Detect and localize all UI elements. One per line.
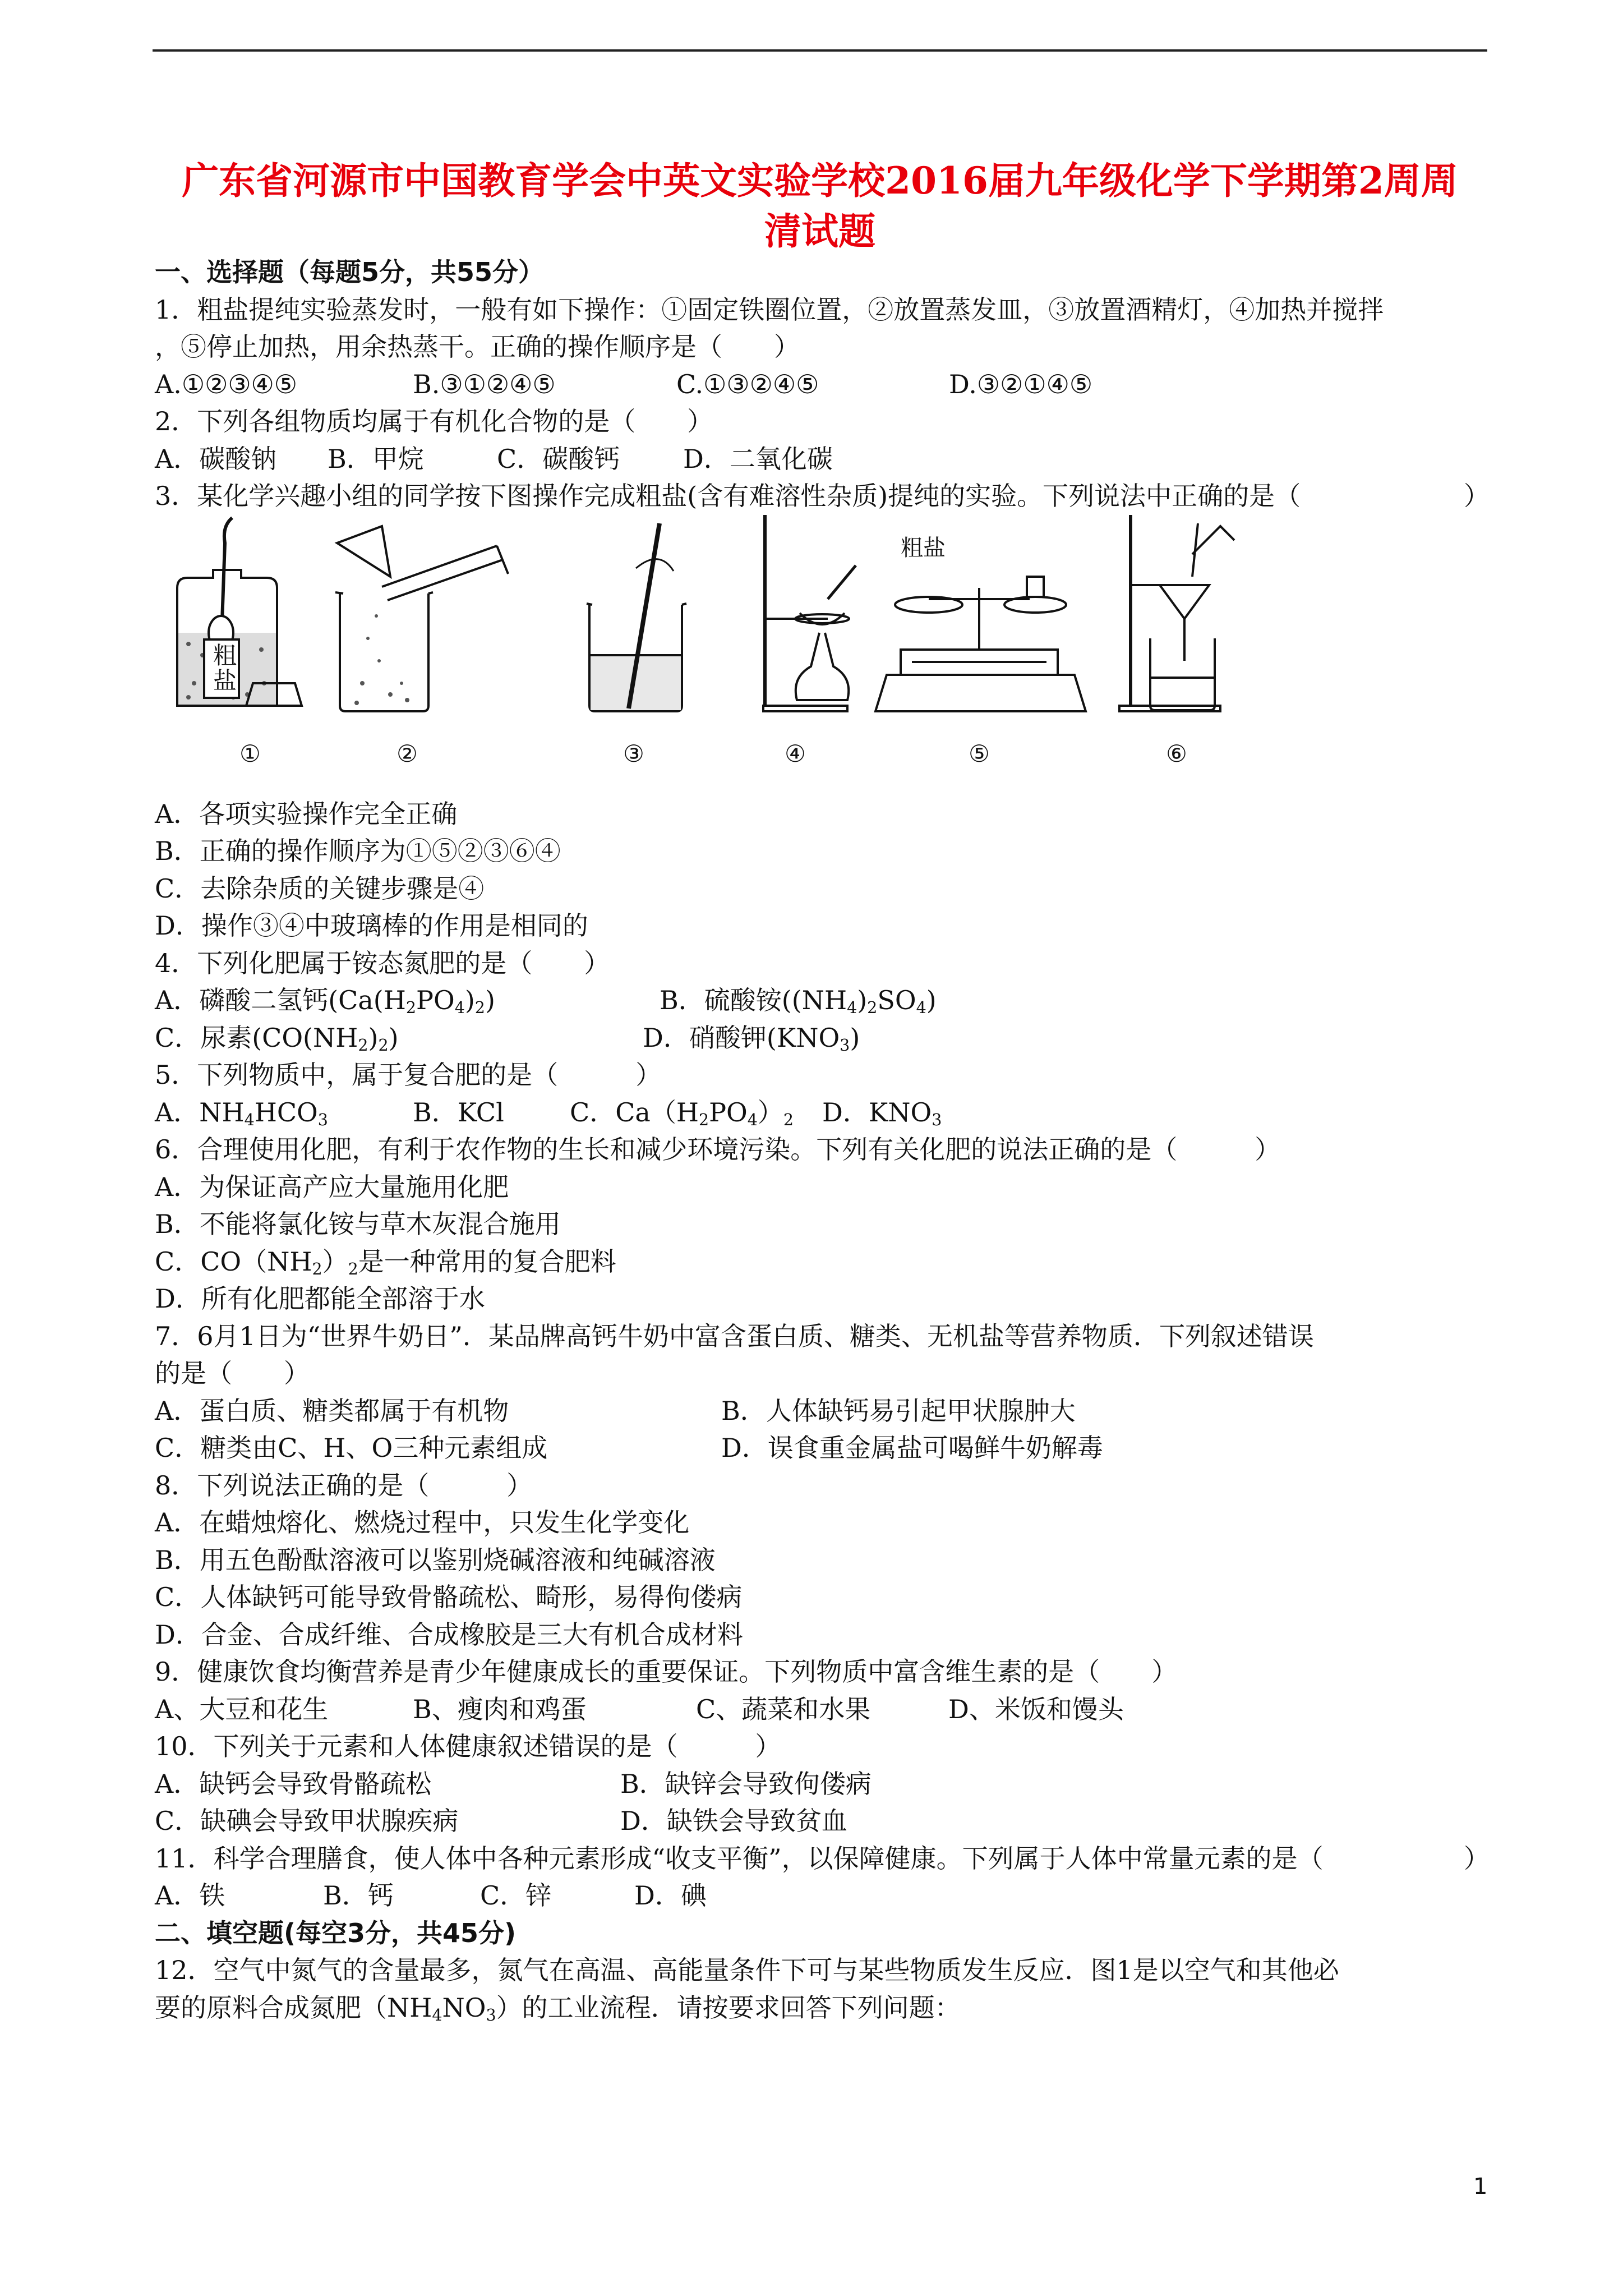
document-title-line-2: 清试题 [764,209,875,253]
q8-stem: 8．下列说法正确的是（ ） [155,1470,533,1501]
beaker-pouring-drawing [335,526,508,711]
q11-option-b: B．钙 [323,1880,394,1911]
document-title-line-1: 广东省河源市中国教育学会中英文实验学校2016届九年级化学下学期第2周周 [182,159,1458,203]
q5-a-text: A．NH [155,1097,245,1128]
q7-stem-line-2: 的是（ ） [155,1358,310,1388]
q4-option-d [643,1019,860,1057]
q11-stem-close: ） [1464,1843,1490,1874]
q7-options-cd [155,1429,1490,1467]
q12-stem-line-2 [155,1989,1490,2027]
q7-options-ab [155,1392,1490,1430]
q5-options [155,1094,1490,1131]
q2-option-b: B．甲烷 [328,443,424,474]
q6-option-c [155,1243,1490,1281]
step-label-2: ② [396,739,418,767]
q10-stem: 10．下列关于元素和人体健康叙述错误的是（ ） [155,1731,781,1761]
balance-drawing [875,577,1086,711]
q4-b-text: SO [877,985,916,1015]
q4-option-a [155,982,495,1019]
q11-option-d: D．碘 [634,1880,707,1911]
q5-option-a [155,1094,328,1131]
q6-c-sub: 2 [348,1259,358,1278]
q4-a-sub: 4 [454,999,465,1018]
q9-options [155,1691,1490,1728]
step-label-4: ④ [785,739,806,767]
q4-a-text: ) [485,985,495,1015]
section-heading-choice: 一、选择题（每题5分，共55分） [155,257,545,287]
q11-option-a: A．铁 [155,1880,225,1911]
q8-option-c: C．人体缺钙可能导致骨骼疏松、畸形，易得佝偻病 [155,1582,743,1612]
q6-c-sub: 2 [312,1259,322,1278]
q6-stem: 6．合理使用化肥，有利于农作物的生长和减少环境污染。下列有关化肥的说法正确的是（ ） [155,1134,1281,1165]
q3-stem [155,477,1490,515]
q4-d-text: D．硝酸钾(KNO [643,1022,840,1053]
q4-option-c [155,1019,399,1057]
question-content [155,254,1490,2026]
q4-a-text: ) [464,985,475,1015]
q7-option-d: D．误食重金属盐可喝鲜牛奶解毒 [721,1433,1103,1463]
q3-option-b: B．正确的操作顺序为①⑤②③⑥④ [155,836,561,866]
q9-option-d: D、米饭和馒头 [948,1694,1124,1724]
q6-option-a: A．为保证高产应大量施用化肥 [155,1171,509,1202]
q10-option-d: D．缺铁会导致贫血 [620,1806,847,1836]
q12-sub: 4 [432,2005,442,2024]
q11-stem-text: 11．科学合理膳食，使人体中各种元素形成“收支平衡”，以保障健康。下列属于人体中常量元素的是（ [155,1843,1324,1874]
q5-c-sub: 4 [747,1110,758,1129]
q4-c-sub: 2 [358,1036,368,1055]
q1-option-a: A.①②③④⑤ [155,369,298,399]
q6-c-text: C．CO（NH [155,1246,312,1277]
q4-b-sub: 2 [867,999,878,1018]
q5-c-sub: 2 [783,1110,794,1129]
q1-option-d: D.③②①④⑤ [949,369,1093,399]
q4-d-text: ) [850,1022,860,1053]
q10-option-a: A．缺钙会导致骨骼疏松 [155,1768,432,1799]
q6-option-d: D．所有化肥都能全部溶于水 [155,1283,485,1314]
q10-option-c: C．缺碘会导致甲状腺疾病 [155,1806,459,1836]
q9-option-c: C、蔬菜和水果 [696,1694,871,1724]
q12-text: 要的原料合成氮肥（NH [155,1992,432,2023]
q4-b-sub: 4 [847,999,857,1018]
jar-label-1: 粗 [213,641,237,669]
q3-figure-svg [155,515,1276,795]
step-labels [239,740,1187,767]
q4-b-sub: 4 [916,999,926,1018]
q5-d-text: D．KNO [822,1097,932,1128]
q12-sub: 3 [486,2005,496,2024]
q4-c-sub: 2 [378,1036,389,1055]
q4-a-sub: 2 [405,999,417,1018]
evaporation-setup-drawing [763,515,856,711]
q4-a-text: A．磷酸二氢钙(Ca(H [155,985,406,1015]
q5-d-sub: 3 [932,1110,942,1129]
q2-option-d: D．二氧化碳 [683,443,833,474]
q4-options-ab [155,982,1490,1019]
q12-stem-line-1: 12．空气中氮气的含量最多，氮气在高温、高能量条件下可与某些物质发生反应．图1是以空气和其他必 [155,1955,1339,1985]
q10-options-ab [155,1765,1490,1803]
q2-option-c: C．碳酸钙 [497,443,620,474]
q5-option-c [570,1094,794,1131]
step-label-3: ③ [623,739,644,767]
q4-c-text: ) [368,1022,379,1053]
q4-b-text: B．硫酸铵((NH [660,985,847,1015]
q3-stem-text: 3．某化学兴趣小组的同学按下图操作完成粗盐(含有难溶性杂质)提纯的实验。下列说法中正确的是（ [155,481,1301,511]
q1-option-c: C.①③②④⑤ [676,369,819,399]
q11-options [155,1877,1490,1915]
q1-option-b: B.③①②④⑤ [413,369,556,399]
q5-a-sub: 3 [317,1110,328,1129]
q8-option-a: A．在蜡烛熔化、燃烧过程中，只发生化学变化 [155,1507,690,1538]
q4-c-text: ) [388,1022,399,1053]
stirring-beaker-drawing [587,523,686,711]
q4-stem: 4．下列化肥属于铵态氮肥的是（ ） [155,947,610,978]
q5-stem: 5．下列物质中，属于复合肥的是（ ） [155,1060,662,1090]
q8-option-b: B．用五色酚酞溶液可以鉴别烧碱溶液和纯碱溶液 [155,1544,716,1575]
q10-options-cd [155,1802,1490,1840]
q11-stem [155,1840,1490,1878]
q1-options [155,366,1490,403]
q2-option-a: A．碳酸钠 [155,443,277,474]
q5-option-b: B．KCl [413,1097,504,1128]
q4-c-text: C．尿素(CO(NH [155,1022,358,1053]
q7-option-c: C．糖类由C、H、O三种元素组成 [155,1433,548,1463]
filtration-setup-drawing [1119,515,1234,711]
q3-apparatus-figure [155,515,1490,795]
q5-a-sub: 4 [244,1110,255,1129]
q4-a-text: PO [416,985,455,1015]
q5-c-sub: 2 [698,1110,709,1129]
step-label-5: ⑤ [969,739,990,767]
q8-option-d: D．合金、合成纤维、合成橡胶是三大有机合成材料 [155,1619,743,1650]
q5-c-text: PO [709,1097,748,1128]
q2-options [155,440,1490,478]
q12-text: NO [442,1992,486,2023]
q3-stem-close: ） [1464,481,1490,511]
step-label-6: ⑥ [1166,739,1187,767]
q4-option-b [660,982,937,1019]
q5-a-text: HCO [254,1097,318,1128]
q10-option-b: B．缺锌会导致佝偻病 [620,1768,872,1799]
header-rule [153,49,1487,52]
q5-c-text: ） [757,1097,783,1128]
q7-option-a: A．蛋白质、糖类都属于有机物 [155,1395,509,1426]
q6-c-text: 是一种常用的复合肥料 [358,1246,616,1277]
q7-stem-line-1: 7．6月1日为“世界牛奶日”．某品牌高钙牛奶中富含蛋白质、糖类、无机盐等营养物质．下列叙述错误 [155,1320,1314,1351]
q1-stem-line-1: 1．粗盐提纯实验蒸发时，一般有如下操作：①固定铁圈位置，②放置蒸发皿，③放置酒精灯，④加热并搅拌 [155,294,1384,325]
jar-label-2: 盐 [213,666,237,694]
q6-c-text: ） [322,1246,348,1277]
page-number: 1 [1473,2174,1488,2200]
balance-label: 粗盐 [901,535,946,561]
q3-option-a: A．各项实验操作完全正确 [155,798,458,829]
q3-option-c: C．去除杂质的关键步骤是④ [155,873,485,904]
q9-stem: 9．健康饮食均衡营养是青少年健康成长的重要保证。下列物质中富含维生素的是（ ） [155,1657,1178,1687]
section-heading-fill: 二、填空题(每空3分，共45分) [155,1917,517,1948]
q4-b-text: ) [926,985,937,1015]
q9-option-b: B、瘦肉和鸡蛋 [413,1694,587,1724]
q6-option-b: B．不能将氯化铵与草木灰混合施用 [155,1209,561,1239]
q11-option-c: C．锌 [480,1880,552,1911]
q4-options-cd [155,1019,1490,1057]
q5-c-text: C．Ca（H [570,1097,699,1128]
q4-d-sub: 3 [840,1036,850,1055]
q3-option-d: D．操作③④中玻璃棒的作用是相同的 [155,910,588,941]
step-label-1: ① [239,739,261,767]
q4-a-sub: 2 [474,999,485,1018]
q12-text: ）的工业流程．请按要求回答下列问题： [496,1992,961,2023]
q9-option-a: A、大豆和花生 [155,1694,329,1724]
q1-stem-line-2: ，⑤停止加热，用余热蒸干。正确的操作顺序是（ ） [155,332,800,362]
q5-option-d [822,1094,942,1131]
q7-option-b: B．人体缺钙易引起甲状腺肿大 [721,1395,1076,1426]
jar-drawing [177,518,302,706]
q4-b-text: ) [857,985,868,1015]
q2-stem: 2．下列各组物质均属于有机化合物的是（ ） [155,406,713,436]
